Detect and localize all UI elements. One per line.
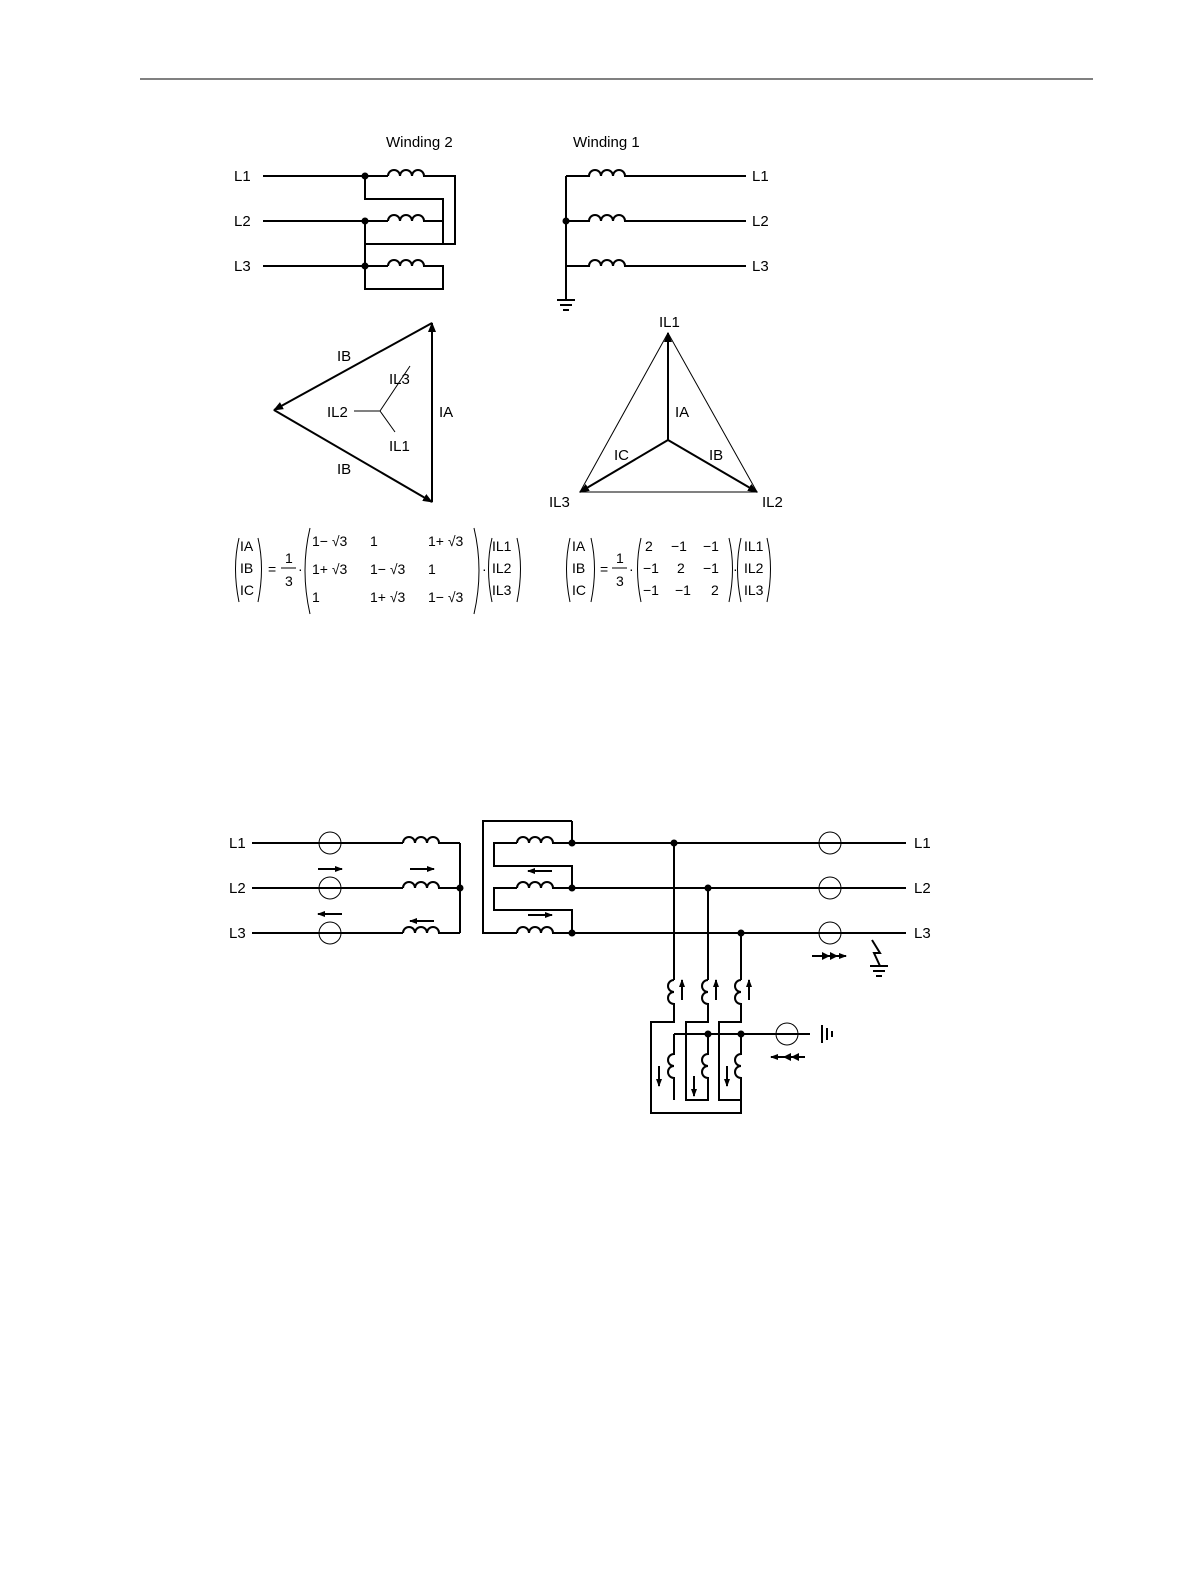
ml-lhs-0: IA: [240, 538, 254, 554]
w2-coil-1: [365, 170, 455, 266]
mr-r1c2: −1: [703, 560, 719, 576]
delta-label-il1: IL1: [389, 438, 410, 455]
gt-coil-b: [686, 980, 708, 1100]
fault-lightning-icon: [872, 940, 880, 966]
delta-label-ib-top: IB: [337, 348, 352, 365]
delta-label-ib-bottom: IB: [337, 461, 352, 478]
mr-r2c1: −1: [675, 582, 691, 598]
wye-phasor-diagram: [549, 314, 783, 511]
ml-r2c2: 1− √3: [428, 589, 464, 605]
left-coil-1: [403, 837, 460, 843]
ml-r1c2: 1: [428, 561, 436, 577]
w2-label-l2: L2: [234, 213, 251, 230]
w1-coil-2: [566, 215, 746, 221]
gt-coil-a: [651, 980, 741, 1113]
ml-rhs-2: IL3: [492, 582, 512, 598]
mr-r1c1: 2: [677, 560, 685, 576]
w2-coil-3: [365, 260, 443, 289]
gt-sec-coil-b: [702, 1034, 708, 1080]
delta-coil-3: [517, 927, 572, 933]
winding-diagram: [234, 134, 769, 310]
ml-lhs-2: IC: [240, 582, 254, 598]
ml-r0c0: 1− √3: [312, 533, 348, 549]
mr-eq: =: [600, 561, 609, 577]
delta-label-il3: IL3: [389, 371, 410, 388]
delta-coil-2: [517, 882, 572, 888]
mr-lhs-0: IA: [572, 538, 586, 554]
wye-label-il1: IL1: [659, 314, 680, 331]
fc-left-l3: L3: [229, 925, 246, 942]
w1-label-l3: L3: [752, 258, 769, 275]
gt-sec-coil-c: [735, 1034, 741, 1080]
wye-label-il3: IL3: [549, 494, 570, 511]
wye-label-ic: IC: [614, 447, 629, 464]
wye-label-il2: IL2: [762, 494, 783, 511]
ml-r1c0: 1+ √3: [312, 561, 348, 577]
w1-label-l1: L1: [752, 168, 769, 185]
ml-rhs-1: IL2: [492, 560, 512, 576]
w2-label-l1: L1: [234, 168, 251, 185]
mr-lhs-1: IB: [572, 560, 586, 576]
ml-dot: ·: [298, 561, 303, 577]
ml-r0c2: 1+ √3: [428, 533, 464, 549]
mr-rhs-0: IL1: [744, 538, 764, 554]
fc-right-l2: L2: [914, 880, 931, 897]
mr-r2c0: −1: [643, 582, 659, 598]
mr-dot2: ·: [733, 561, 738, 577]
ml-r0c1: 1: [370, 533, 378, 549]
gt-coil-c: [719, 980, 741, 1100]
w2-coil-2: [365, 176, 443, 221]
mr-dot: ·: [629, 561, 634, 577]
mr-frac-num: 1: [616, 550, 624, 566]
fc-right-l1: L1: [914, 835, 931, 852]
ground-icon: [557, 300, 575, 310]
mr-frac-den: 3: [616, 573, 624, 589]
mr-rhs-1: IL2: [744, 560, 764, 576]
ml-lhs-1: IB: [240, 560, 254, 576]
mr-r0c0: 2: [645, 538, 653, 554]
winding1-title: Winding 1: [573, 134, 640, 151]
mr-r0c2: −1: [703, 538, 719, 554]
fc-right-l3: L3: [914, 925, 931, 942]
fault-ground-icon: [870, 966, 888, 976]
ml-frac-num: 1: [285, 550, 293, 566]
ml-r1c1: 1− √3: [370, 561, 406, 577]
winding1-wye: [557, 168, 769, 310]
left-coil-2: [403, 882, 460, 888]
mr-r0c1: −1: [671, 538, 687, 554]
wye-label-ia: IA: [675, 404, 690, 421]
ml-frac-den: 3: [285, 573, 293, 589]
ml-r2c0: 1: [312, 589, 320, 605]
mr-lhs-2: IC: [572, 582, 586, 598]
fc-left-l1: L1: [229, 835, 246, 852]
delta-label-il2: IL2: [327, 404, 348, 421]
mr-r2c2: 2: [711, 582, 719, 598]
delta-label-ia: IA: [439, 404, 454, 421]
mr-r1c0: −1: [643, 560, 659, 576]
delta-coil-1: [517, 837, 572, 843]
w1-coil-1: [566, 170, 746, 176]
matrix-equation-left: [236, 528, 521, 614]
winding2-title: Winding 2: [386, 134, 453, 151]
w1-coil-3: [566, 260, 746, 266]
neutral-ground-icon: [822, 1025, 832, 1043]
ml-r2c1: 1+ √3: [370, 589, 406, 605]
w2-label-l3: L3: [234, 258, 251, 275]
fc-left-l2: L2: [229, 880, 246, 897]
delta-phasor-diagram: [274, 323, 453, 502]
w1-label-l2: L2: [752, 213, 769, 230]
ml-rhs-0: IL1: [492, 538, 512, 554]
ml-dot2: ·: [482, 561, 487, 577]
winding2-delta: [234, 168, 455, 289]
ml-eq: =: [268, 561, 277, 577]
fault-circuit-diagram: [229, 821, 931, 1113]
mr-rhs-2: IL3: [744, 582, 764, 598]
left-coil-3: [403, 927, 460, 933]
matrix-equation-right: [567, 538, 771, 602]
gt-sec-coil-a: [668, 1034, 674, 1100]
wye-label-ib: IB: [709, 447, 724, 464]
